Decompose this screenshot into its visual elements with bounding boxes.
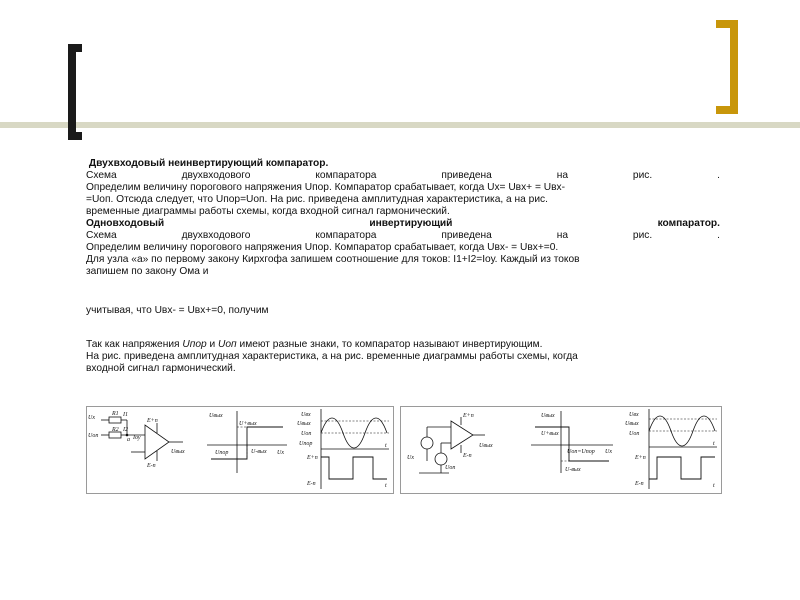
label-uvyx: Uвых xyxy=(209,413,223,419)
word: компаратора xyxy=(315,230,377,241)
word: Схема xyxy=(86,170,117,181)
text-span: и xyxy=(206,339,219,350)
label-uop: Uоп xyxy=(88,433,99,439)
heading-text: Двухвходовый неинвертирующий компаратор. xyxy=(88,158,329,169)
heading-noninverting xyxy=(86,158,720,170)
word: . xyxy=(717,170,720,181)
label-uvx: Uвх xyxy=(301,412,311,418)
title-underline xyxy=(0,122,800,128)
label-t: t xyxy=(385,443,387,449)
label-ioy: Iоу xyxy=(133,435,141,441)
label-eplus: E+п xyxy=(147,418,158,424)
label-eminus: E-п xyxy=(635,481,644,487)
label-uvyx: Uвых xyxy=(625,421,639,427)
label-uvx: Uвх xyxy=(629,412,639,418)
label-node-a: a xyxy=(127,437,130,443)
word: Схема xyxy=(86,230,117,241)
text-span: Uоп xyxy=(218,339,237,350)
label-i2: I2 xyxy=(123,427,128,433)
word: компаратора xyxy=(315,170,377,181)
word: двухвходового xyxy=(181,230,251,241)
word: Одновходовый xyxy=(86,218,165,229)
circuit-diagram xyxy=(407,413,493,473)
word: двухвходового xyxy=(181,170,251,181)
word: компаратор. xyxy=(657,218,720,229)
label-ux: Ux xyxy=(88,415,95,421)
justified-line xyxy=(86,170,720,182)
text-line: временные диаграммы работы схемы, когда входной сигнал гармонический. xyxy=(86,206,450,217)
label-uplus: U+вых xyxy=(239,421,257,427)
amplitude-characteristic-graph xyxy=(207,411,287,473)
figure-inverting-comparator xyxy=(400,406,722,494)
figure-svg xyxy=(87,407,393,493)
word: приведена xyxy=(441,170,492,181)
time-diagram-graph xyxy=(297,409,389,489)
text-line: Для узла «а» по первому закону Кирхгофа запишем соотношение для токов: I1+I2=Iоу. Каждый из токов xyxy=(86,254,580,265)
text-line: Определим величину порогового напряжения Uпор. Компаратор срабатывает, когда Uх= Uвх+ = Uвх- xyxy=(86,182,566,193)
label-r2: R2 xyxy=(112,427,119,433)
label-uminus: U-вых xyxy=(251,449,267,455)
word: рис. xyxy=(632,170,653,181)
label-ux: Ux xyxy=(277,450,284,456)
label-eplus: E+п xyxy=(463,413,474,419)
right-bracket-decoration xyxy=(716,20,738,114)
label-eminus: E-п xyxy=(147,463,156,469)
label-uvyx: Uвых xyxy=(541,413,555,419)
label-eminus: E-п xyxy=(307,481,316,487)
amplitude-characteristic-graph xyxy=(531,411,613,473)
label-upor: Uоп=Uпор xyxy=(567,449,595,455)
word: на xyxy=(556,170,569,181)
left-bracket-decoration xyxy=(68,44,82,140)
text-line: запишем по закону Ома и xyxy=(86,266,209,277)
formula-gap xyxy=(86,278,720,305)
time-diagram-graph xyxy=(625,409,717,489)
word: на xyxy=(556,230,569,241)
label-uop: Uоп xyxy=(301,431,312,437)
text-span: имеют разные знаки, то компаратор называют инвертирующим. xyxy=(236,339,543,350)
text-line xyxy=(86,339,720,351)
circuit-diagram xyxy=(88,411,185,469)
text-line: Определим величину порогового напряжения Uпор. Компаратор срабатывает, когда Uвх- = Uвх+=0. xyxy=(86,242,559,253)
figure-svg xyxy=(401,407,721,493)
label-eplus: E+п xyxy=(635,455,646,461)
label-t: t xyxy=(713,483,715,489)
label-uvyx: Uвых xyxy=(479,443,493,449)
figure-noninverting-comparator xyxy=(86,406,394,494)
label-ux: Ux xyxy=(605,449,612,455)
label-upor: Uпор xyxy=(215,450,229,456)
word: . xyxy=(717,230,720,241)
label-r1: R1 xyxy=(112,411,119,417)
label-eplus: E+п xyxy=(307,455,318,461)
label-uop: Uоп xyxy=(629,431,640,437)
text-line: учитывая, что Uвх- = Uвх+=0, получим xyxy=(86,305,269,316)
label-ux: Ux xyxy=(407,455,414,461)
text-span: Uпор xyxy=(182,339,207,350)
label-uvyx: Uвых xyxy=(297,421,311,427)
word: приведена xyxy=(441,230,492,241)
formula-gap xyxy=(86,317,720,339)
heading-inverting xyxy=(86,218,720,230)
label-eminus: E-п xyxy=(463,453,472,459)
label-i1: I1 xyxy=(123,412,128,418)
justified-line xyxy=(86,230,720,242)
slide-body-text xyxy=(86,158,720,375)
text-line: На рис. приведена амплитудная характеристика, а на рис. временные диаграммы работы схемы, когда xyxy=(86,351,578,362)
label-uop: Uоп xyxy=(445,465,456,471)
label-t: t xyxy=(385,483,387,489)
label-uminus: U-вых xyxy=(565,467,581,473)
text-line: входной сигнал гармонический. xyxy=(86,363,236,374)
label-upor: Uпор xyxy=(299,441,313,447)
word: инвертирующий xyxy=(369,218,453,229)
label-t: t xyxy=(713,441,715,447)
word: рис. xyxy=(632,230,653,241)
text-line: =Uоп. Отсюда следует, что Uпор=Uоп. На рис. приведена амплитудная характеристика, а на рис. xyxy=(86,194,548,205)
label-uplus: U+вых xyxy=(541,431,559,437)
label-uvyx: Uвых xyxy=(171,449,185,455)
text-span: Так как напряжения xyxy=(86,339,183,350)
